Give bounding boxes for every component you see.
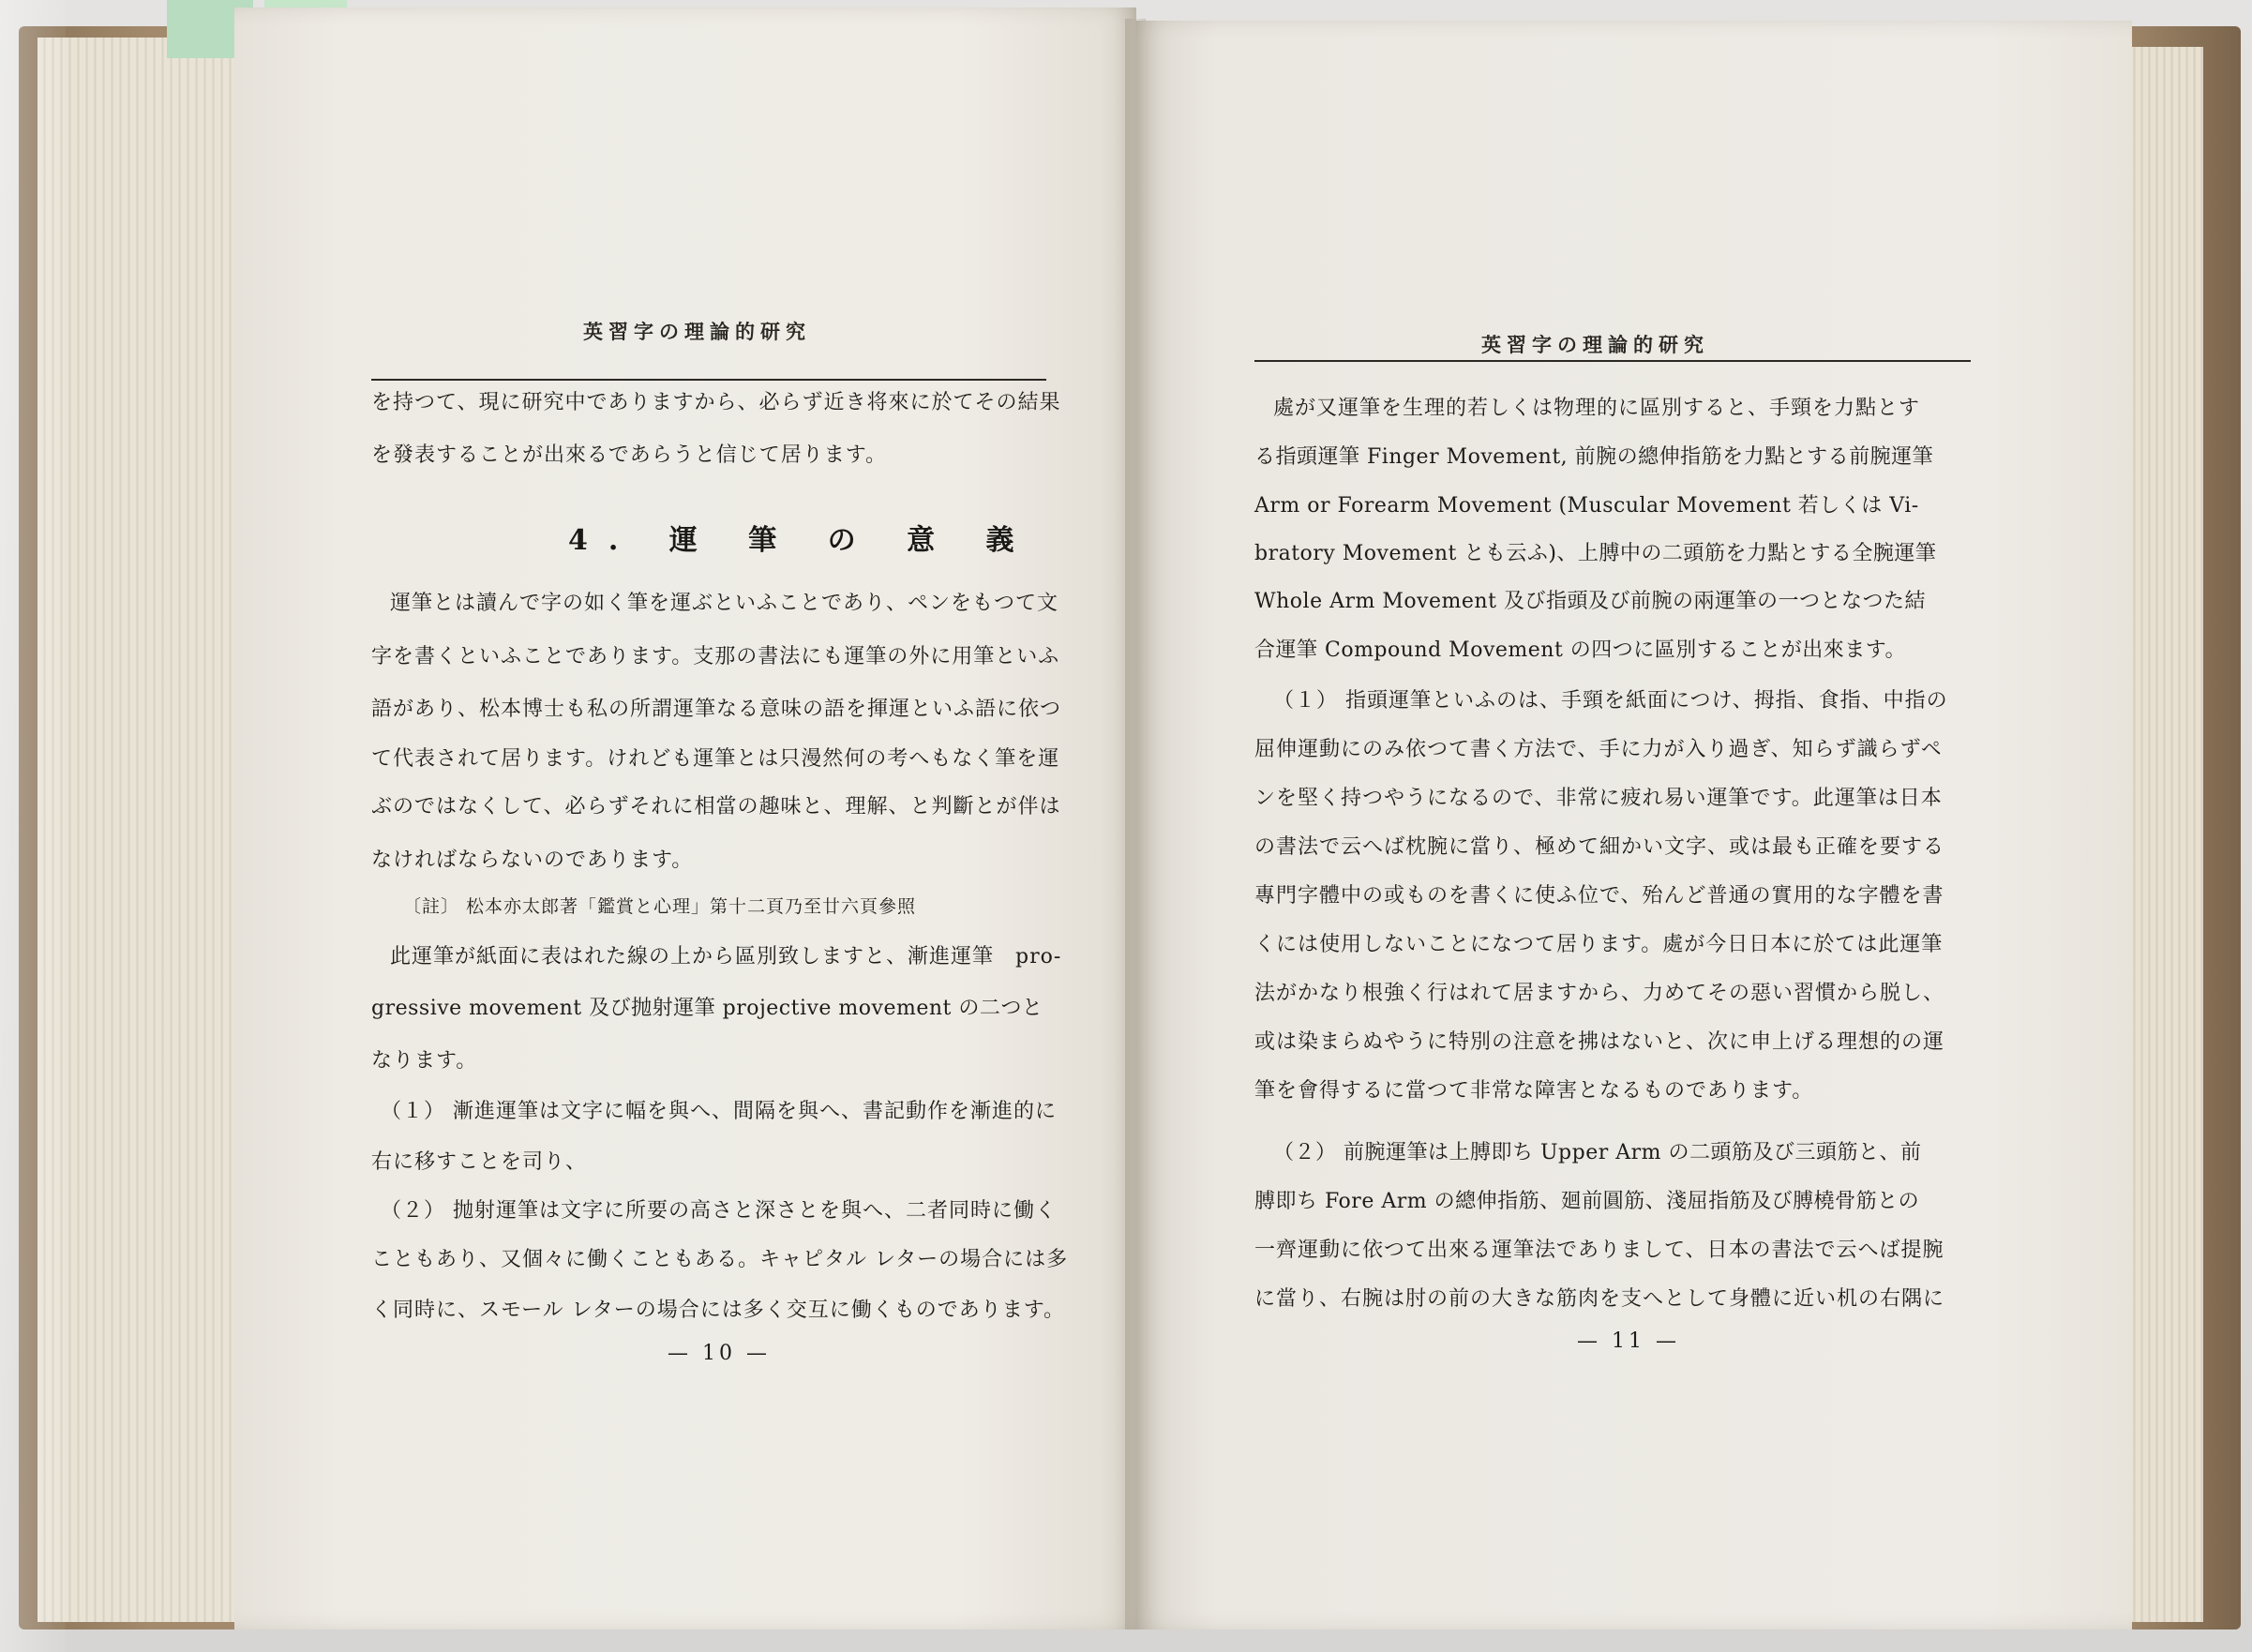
body-line: （２） 抛射運筆は文字に所要の高さと深さとを與へ、二者同時に働く bbox=[381, 1199, 1057, 1223]
body-line: ンを堅く持つやうになるので、非常に疲れ易い運筆です。此運筆は日本 bbox=[1254, 787, 1943, 810]
body-line: を發表することが出來るであらうと信じて居ります。 bbox=[371, 443, 888, 467]
body-line: く同時に、スモール レターの場合には多く交互に働くものであります。 bbox=[371, 1299, 1066, 1322]
body-line: 右に移すことを司り、 bbox=[371, 1150, 588, 1174]
body-line: 筆を會得するに當つて非常な障害となるものであります。 bbox=[1254, 1079, 1814, 1103]
footnote: 〔註〕 松本亦太郎著「鑑賞と心理」第十二頁乃至廿六頁參照 bbox=[403, 896, 917, 917]
section-heading: 4. 運 筆 の 意 義 bbox=[568, 524, 1035, 557]
body-line: Whole Arm Movement 及び指頭及び前腕の兩運筆の一つとなつた結 bbox=[1254, 590, 1926, 613]
body-line: gressive movement 及び抛射運筆 projective movement の二つと bbox=[371, 997, 1043, 1020]
body-line: 專門字體中の或ものを書くに使ふ位で、殆んど普通の實用的な字體を書 bbox=[1254, 884, 1944, 908]
body-line: 運筆とは讀んで字の如く筆を運ぶといふことであり、ペンをもつて文 bbox=[390, 592, 1059, 615]
body-line: の書法で云へば枕腕に當り、極めて細かい文字、或は最も正確を要する bbox=[1254, 835, 1945, 859]
body-line: 合運筆 Compound Movement の四つに區別することが出來ます。 bbox=[1254, 638, 1907, 662]
body-line: 字を書くといふことであります。支那の書法にも運筆の外に用筆といふ bbox=[371, 645, 1060, 668]
body-line: ぶのではなくして、必らずそれに相當の趣味と、理解、と判斷とが伴は bbox=[371, 795, 1061, 818]
body-line: （１） 漸進運筆は文字に幅を與へ、間隔を與へ、書記動作を漸進的に bbox=[381, 1100, 1057, 1123]
page-number: — 11 — bbox=[1577, 1329, 1680, 1353]
right-page-edges bbox=[2128, 47, 2203, 1622]
body-line: に當り、右腕は肘の前の大きな筋肉を支へとして身體に近い机の右隅に bbox=[1254, 1287, 1945, 1311]
body-line: bratory Movement とも云ふ)、上膊中の二頭筋を力點とする全腕運筆 bbox=[1254, 542, 1937, 565]
body-line: 處が又運筆を生理的若しくは物理的に區別すると、手頸を力點とす bbox=[1273, 397, 1921, 420]
body-line: （２） 前腕運筆は上膊即ち Upper Arm の二頭筋及び三頭筋と、前 bbox=[1273, 1141, 1922, 1164]
page-number: — 10 — bbox=[668, 1342, 771, 1365]
body-line: なければならないのであります。 bbox=[371, 849, 694, 872]
running-head: 英習字の理論的研究 bbox=[583, 320, 811, 343]
left-page bbox=[234, 8, 1136, 1629]
body-line: 此運筆が紙面に表はれた線の上から區別致しますと、漸進運筆 pro- bbox=[390, 945, 1062, 969]
header-rule bbox=[1254, 360, 1971, 362]
body-line: 屈伸運動にのみ依つて書く方法で、手に力が入り過ぎ、知らず識らずペ bbox=[1254, 738, 1943, 761]
body-line: 膊即ち Fore Arm の總伸指筋、廻前圓筋、淺屈指筋及び膊橈骨筋との bbox=[1254, 1190, 1920, 1213]
running-head: 英習字の理論的研究 bbox=[1481, 333, 1709, 356]
body-line: くには使用しないことになつて居ります。處が今日日本に於ては此運筆 bbox=[1254, 933, 1944, 956]
body-line: Arm or Forearm Movement (Muscular Movement 若しくは Vi- bbox=[1254, 494, 1919, 518]
body-line: 或は染まらぬやうに特別の注意を拂はないと、次に申上げる理想的の運 bbox=[1254, 1030, 1945, 1054]
left-page-edges bbox=[38, 38, 263, 1622]
body-line: こともあり、又個々に働くこともある。キャピタル レターの場合には多 bbox=[371, 1248, 1069, 1271]
body-line: なります。 bbox=[371, 1049, 478, 1073]
right-page bbox=[1136, 21, 2132, 1629]
body-line: を持つて、現に研究中でありますから、必らず近き将來に於てその結果 bbox=[371, 391, 1061, 414]
header-rule bbox=[371, 379, 1046, 381]
plastic-sleeve bbox=[0, 0, 66, 1652]
body-line: 語があり、松本博士も私の所謂運筆なる意味の語を揮運といふ語に依つ bbox=[371, 698, 1062, 721]
body-line: 法がかなり根強く行はれて居ますから、力めてその惡い習慣から脱し、 bbox=[1254, 982, 1945, 1005]
body-line: て代表されて居ります。けれども運筆とは只漫然何の考へもなく筆を運 bbox=[371, 747, 1060, 771]
body-line: る指頭運筆 Finger Movement, 前腕の總伸指筋を力點とする前腕運筆 bbox=[1254, 445, 1934, 469]
body-line: （１） 指頭運筆といふのは、手頸を紙面につけ、拇指、食指、中指の bbox=[1273, 689, 1948, 713]
body-line: 一齊運動に依つて出來る運筆法でありまして、日本の書法で云へば提腕 bbox=[1254, 1239, 1944, 1262]
